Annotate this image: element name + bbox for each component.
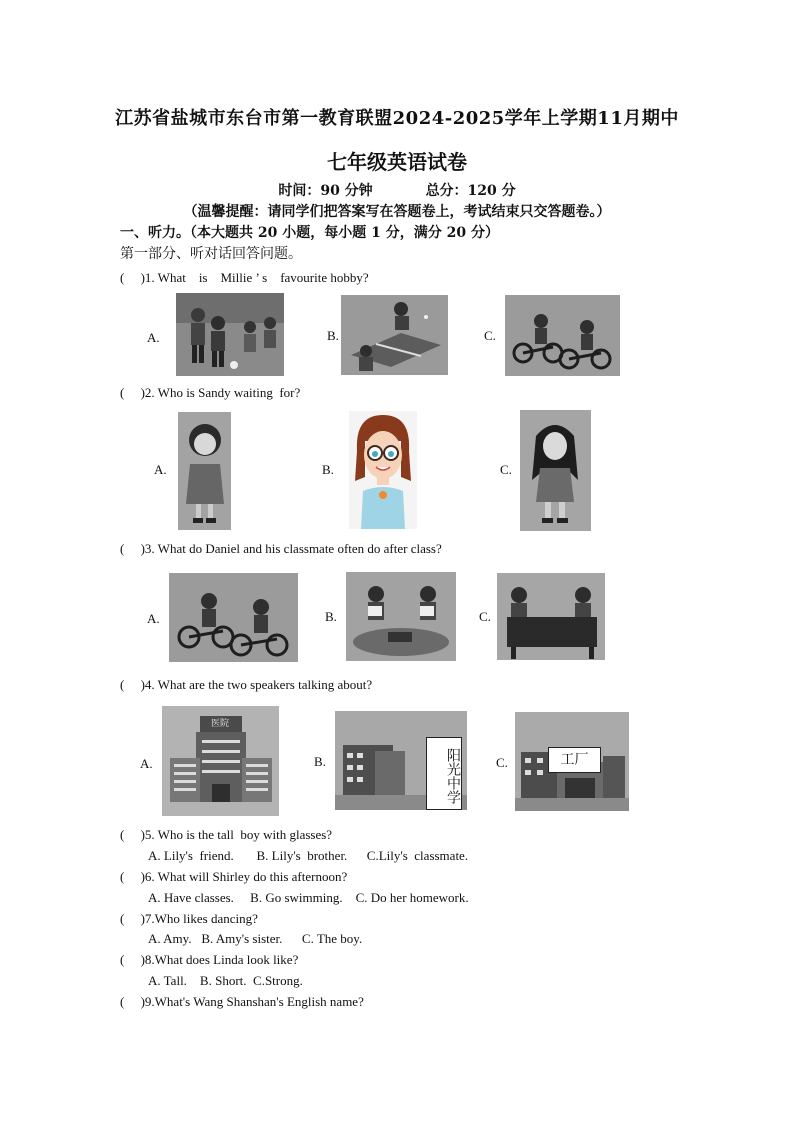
question-stem-3: ( )3. What do Daniel and his classmate often do after class? [120,541,442,556]
bike-riders-icon [169,573,298,662]
question-stem-7: ( )7.Who likes dancing? [120,911,258,926]
short-hair-girl-icon [178,412,231,530]
q4-option-a-picture [162,706,279,816]
q2-option-b-label: B. [322,462,334,477]
exam-time-score [0,180,794,200]
q4-option-c-picture [515,712,629,811]
q1-option-b-label: B. [327,328,339,343]
question-stem-1: ( )1. What is Millie ’ s favourite hobby? [120,270,369,285]
section-title: 一、听力。（本大题共 20 小题，每小题 1 分，满分 20 分） [120,225,499,241]
question-stem-2: ( )2. Who is Sandy waiting for? [120,385,301,400]
question-stem-9: ( )9.What's Wang Shanshan's English name? [120,994,364,1009]
bike-riders-icon [505,295,620,376]
q4-option-b-picture [335,711,467,810]
exam-score: 总分：120 分 [425,183,516,199]
boys-at-table-icon [497,573,605,660]
football-players-icon [176,293,284,376]
question-stem-4: ( )4. What are the two speakers talking about? [120,677,373,692]
q3-option-b-picture [346,572,456,661]
question-stem-5: ( )5. Who is the tall boy with glasses? [120,827,333,842]
q3-option-a-picture [169,573,298,662]
q2-option-b-picture [349,411,417,529]
exam-reminder: （温馨提醒：请同学们把答案写在答题卷上，考试结束只交答题卷。） [183,204,611,220]
q4-option-a-label: A. [140,756,153,771]
q2-option-c-label: C. [500,462,512,477]
q3-option-b-label: B. [325,609,337,624]
girl-with-glasses-icon [349,411,417,529]
q4-option-c-label: C. [496,755,508,770]
question-choices-5: A. Lily's friend. B. Lily's brother. C.Lily's classmate. [148,848,469,863]
q3-option-c-picture [497,573,605,660]
boys-reading-icon [346,572,456,661]
q2-option-a-picture [178,412,231,530]
exam-time: 时间：90 分钟 [278,183,373,199]
q3-option-c-label: C. [479,609,491,624]
question-choices-8: A. Tall. B. Short. C.Strong. [148,973,303,988]
q4-option-b-label: B. [314,754,326,769]
q2-option-c-picture [520,410,591,531]
long-hair-girl-icon [520,410,591,531]
hospital-sign: 医院 [202,718,238,730]
exam-title: 江苏省盐城市东台市第一教育联盟2024-2025学年上学期11月期中 [115,108,679,129]
q1-option-a-picture [176,293,284,376]
q1-option-c-label: C. [484,328,496,343]
question-stem-8: ( )8.What does Linda look like? [120,952,299,967]
factory-sign: 工厂 [548,747,601,773]
table-tennis-icon [341,295,448,375]
question-stem-6: ( )6. What will Shirley do this afternoon? [120,869,348,884]
part-title: 第一部分、听对话回答问题。 [120,246,302,262]
q1-option-b-picture [341,295,448,375]
q1-option-c-picture [505,295,620,376]
q1-option-a-label: A. [147,330,160,345]
school-sign: 阳光中学 [426,737,462,810]
question-choices-6: A. Have classes. B. Go swimming. C. Do her homework. [148,890,469,905]
q3-option-a-label: A. [147,611,160,626]
exam-subtitle: 七年级英语试卷 [327,150,467,174]
question-choices-7: A. Amy. B. Amy's sister. C. The boy. [148,931,363,946]
q2-option-a-label: A. [154,462,167,477]
